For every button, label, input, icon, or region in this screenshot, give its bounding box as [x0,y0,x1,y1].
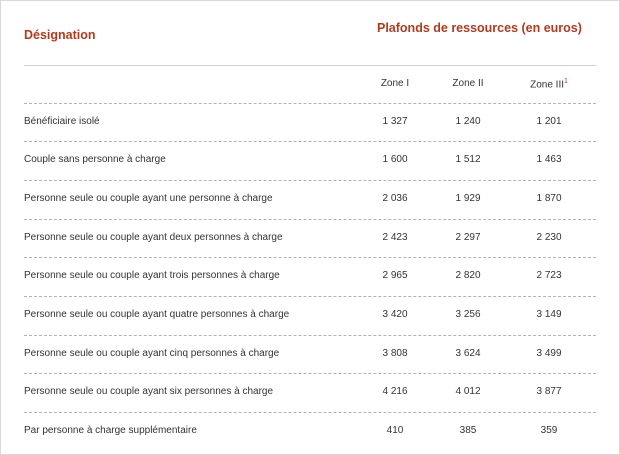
zone-2-header: Zone II [452,78,484,89]
zone-2-value: 2 820 [455,270,481,281]
row-divider [24,335,596,336]
zone-1-header: Zone I [380,78,410,89]
zone-3-value: 359 [540,425,558,436]
row-label: Personne seule ou couple ayant trois personnes à charge [24,270,280,281]
zone-1-value: 3 420 [382,309,408,320]
zone-2-value: 1 512 [455,154,481,165]
table-row [1,116,620,136]
header-divider [24,65,596,66]
zone-1-value: 3 808 [382,348,408,359]
row-divider [24,141,596,142]
row-label: Par personne à charge supplémentaire [24,425,197,436]
table-row [1,154,620,174]
table-row [1,193,620,213]
row-divider [24,296,596,297]
row-label: Bénéficiaire isolé [24,116,100,127]
zone-3-value: 3 877 [536,386,562,397]
zone-2-value: 3 624 [455,348,481,359]
row-divider [24,180,596,181]
zone-1-value: 2 036 [382,193,408,204]
zone-3-value: 2 230 [536,232,562,243]
zone-3-value: 1 870 [536,193,562,204]
table-row [1,309,620,329]
row-label: Personne seule ou couple ayant six personnes à charge [24,386,274,397]
zone-1-value: 1 327 [382,116,408,127]
table-row [1,425,620,445]
table-row [1,232,620,252]
row-divider [24,412,596,413]
footnote-link[interactable]: 1 [564,78,568,85]
zone-3-header: Zone III$^1$ [530,78,568,91]
zone-2-value: 3 256 [455,309,481,320]
zone-1-value: 4 216 [382,386,408,397]
row-label: Personne seule ou couple ayant quatre personnes à charge [24,309,290,320]
designation-header: Désignation [24,28,96,42]
zone-2-value: 4 012 [455,386,481,397]
zone-1-value: 410 [386,425,404,436]
zone-1-value: 1 600 [382,154,408,165]
plafonds-header: Plafonds de ressources (en euros) [377,21,582,35]
row-label: Personne seule ou couple ayant deux personnes à charge [24,232,283,243]
table-row [1,386,620,406]
zone-3-value: 1 201 [536,116,562,127]
table-row [1,348,620,368]
row-label: Personne seule ou couple ayant cinq personnes à charge [24,348,280,359]
row-divider [24,103,596,104]
row-label: Personne seule ou couple ayant une personne à charge [24,193,273,204]
zone-2-value: 1 929 [455,193,481,204]
zone-3-value: 2 723 [536,270,562,281]
row-divider [24,219,596,220]
row-divider [24,257,596,258]
zone-3-value: 3 499 [536,348,562,359]
zone-2-value: 1 240 [455,116,481,127]
zone-1-value: 2 965 [382,270,408,281]
zone-1-value: 2 423 [382,232,408,243]
zone-3-value: 1 463 [536,154,562,165]
row-divider [24,373,596,374]
table-row [1,270,620,290]
row-label: Couple sans personne à charge [24,154,166,165]
zone-2-value: 2 297 [455,232,481,243]
zone-3-value: 3 149 [536,309,562,320]
zone-2-value: 385 [459,425,477,436]
